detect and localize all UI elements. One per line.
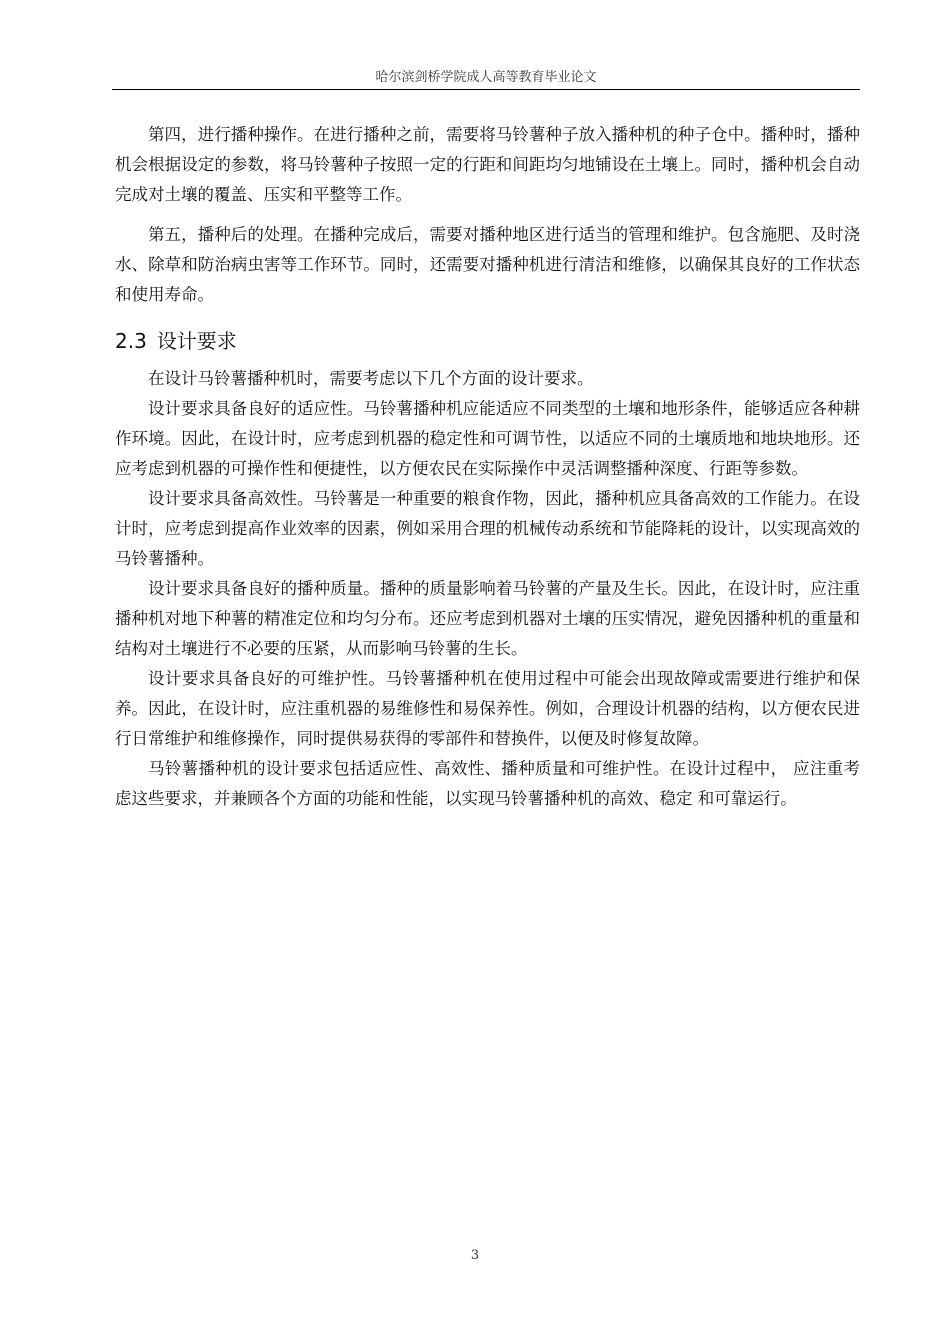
document-body [115,120,860,814]
paragraph-intro: 在设计马铃薯播种机时，需要考虑以下几个方面的设计要求。 [148,369,594,388]
paragraph-summary: 马铃薯播种机的设计要求包括适应性、高效性、播种质量和可维护性。在设计过程中， 应注重考虑这些要求，并兼顾各个方面的功能和性能，以实现马铃薯播种机的高效、稳定 和可靠运行。 [115,759,860,808]
paragraph-adaptability: 设计要求具备良好的适应性。马铃薯播种机应能适应不同类型的土壤和地形条件，能够适应各种耕作环境。因此，在设计时，应考虑到机器的稳定性和可调节性，以适应不同的土壤质地和地块地形。还应考虑到机器的可操作性和便捷性，以方便农民在实际操作中灵活调整播种深度、行距等参数。 [115,399,860,478]
section-heading [115,326,860,356]
paragraph-seeding-quality: 设计要求具备良好的播种质量。播种的质量影响着马铃薯的产量及生长。因此，在设计时，应注重播种机对地下种薯的精准定位和均匀分布。还应考虑到机器对土壤的压实情况，避免因播种机的重量和结构对土壤进行不必要的压紧，从而影响马铃薯的生长。 [115,579,860,658]
paragraph-maintainability: 设计要求具备良好的可维护性。马铃薯播种机在使用过程中可能会出现故障或需要进行维护和保养。因此，在设计时，应注重机器的易维修性和易保养性。例如，合理设计机器的结构，以方便农民进行日常维护和维修操作，同时提供易获得的零部件和替换件，以便及时修复故障。 [115,669,860,748]
section-title: 设计要求 [156,329,237,353]
page-number: 3 [470,1248,480,1263]
header-rule [112,89,860,90]
paragraph-step-five: 第五，播种后的处理。在播种完成后，需要对播种地区进行适当的管理和维护。包含施肥、及时浇水、除草和防治病虫害等工作环节。同时，还需要对播种机进行清洁和维修，以确保其良好的工作状态和使用寿命。 [115,225,860,304]
paragraph-step-four: 第四，进行播种操作。在进行播种之前，需要将马铃薯种子放入播种机的种子仓中。播种时，播种机会根据设定的参数，将马铃薯种子按照一定的行距和间距均匀地铺设在土壤上。同时，播种机会自动完成对土壤的覆盖、压实和平整等工作。 [115,125,860,204]
paragraph-efficiency: 设计要求具备高效性。马铃薯是一种重要的粮食作物，因此，播种机应具备高效的工作能力。在设计时，应考虑到提高作业效率的因素，例如采用合理的机械传动系统和节能降耗的设计，以实现高效的马铃薯播种。 [115,489,860,568]
section-number: 2.3 [115,329,147,353]
page-header: 哈尔滨剑桥学院成人高等教育毕业论文 [375,70,597,85]
